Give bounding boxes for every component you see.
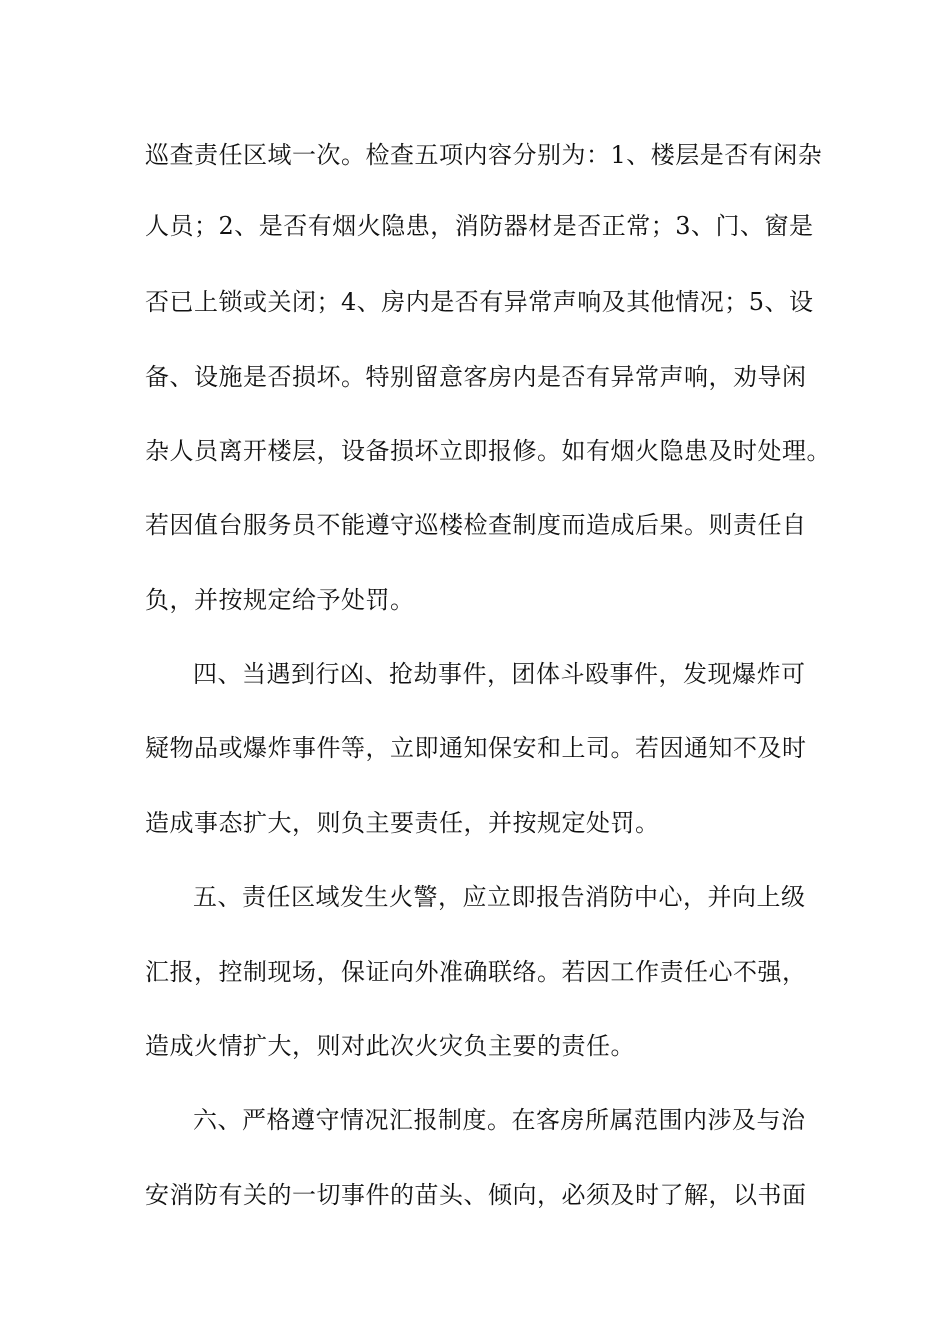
text-line-5: 杂人员离开楼层，设备损坏立即报修。如有烟火隐患及时处理。 xyxy=(145,437,831,465)
text-line-2: 人员；2、是否有烟火隐患，消防器材是否正常；3、门、窗是 xyxy=(145,212,814,240)
text-line-9: 疑物品或爆炸事件等，立即通知保安和上司。若因通知不及时 xyxy=(145,734,807,762)
text-line-12: 汇报，控制现场，保证向外准确联络。若因工作责任心不强， xyxy=(145,958,807,986)
text-line-6: 若因值台服务员不能遵守巡楼检查制度而造成后果。则责任自 xyxy=(145,511,807,539)
text-line-10: 造成事态扩大，则负主要责任，并按规定处罚。 xyxy=(145,809,660,837)
text-line-13: 造成火情扩大，则对此次火灾负主要的责任。 xyxy=(145,1032,635,1060)
paragraph-five-start: 五、责任区域发生火警，应立即报告消防中心，并向上级 xyxy=(193,883,806,911)
text-line-1: 巡查责任区域一次。检查五项内容分别为：1、楼层是否有闲杂 xyxy=(145,141,823,169)
text-line-3: 否已上锁或关闭；4、房内是否有异常声响及其他情况；5、设 xyxy=(145,288,814,316)
paragraph-four-start: 四、当遇到行凶、抢劫事件，团体斗殴事件，发现爆炸可 xyxy=(193,660,806,688)
text-line-7: 负，并按规定给予处罚。 xyxy=(145,586,415,614)
text-line-4: 备、设施是否损坏。特别留意客房内是否有异常声响，劝导闲 xyxy=(145,363,807,391)
paragraph-six-start: 六、严格遵守情况汇报制度。在客房所属范围内涉及与治 xyxy=(193,1106,806,1134)
text-line-15: 安消防有关的一切事件的苗头、倾向，必须及时了解，以书面 xyxy=(145,1181,807,1209)
